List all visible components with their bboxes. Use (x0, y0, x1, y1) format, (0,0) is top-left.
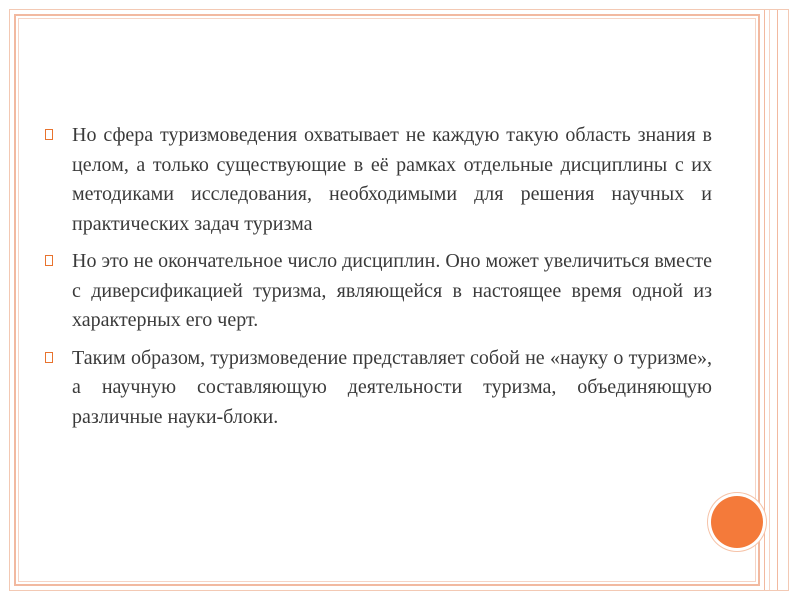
right-accent-strip (764, 10, 778, 590)
bullet-text-1: Но сфера туризмоведения охватывает не каждую такую область знания в целом, а только существующие в её рамках отдельные дисциплины с их методиками исследования, необходимыми для решения научных и практических задач туризма (72, 124, 712, 235)
orange-circle-decoration (711, 496, 763, 548)
bullet-item-2 (44, 247, 712, 336)
hollow-square-bullet-icon (44, 128, 54, 141)
hollow-square-bullet-icon (44, 254, 54, 267)
slide-content (44, 121, 712, 440)
bullet-text-3: Таким образом, туризмоведение представляет собой не «науку о туризме», а научную составляющую деятельности туризма, объединяющую различные науки-блоки. (72, 346, 712, 428)
hollow-square-bullet-icon (44, 351, 54, 364)
bullet-item-1 (44, 121, 712, 239)
bullet-item-3 (44, 344, 712, 433)
bullet-text-2: Но это не окончательное число дисциплин. Оно может увеличиться вместе с диверсификацией туризма, являющейся в настоящее время одной из характерных его черт. (72, 250, 713, 331)
